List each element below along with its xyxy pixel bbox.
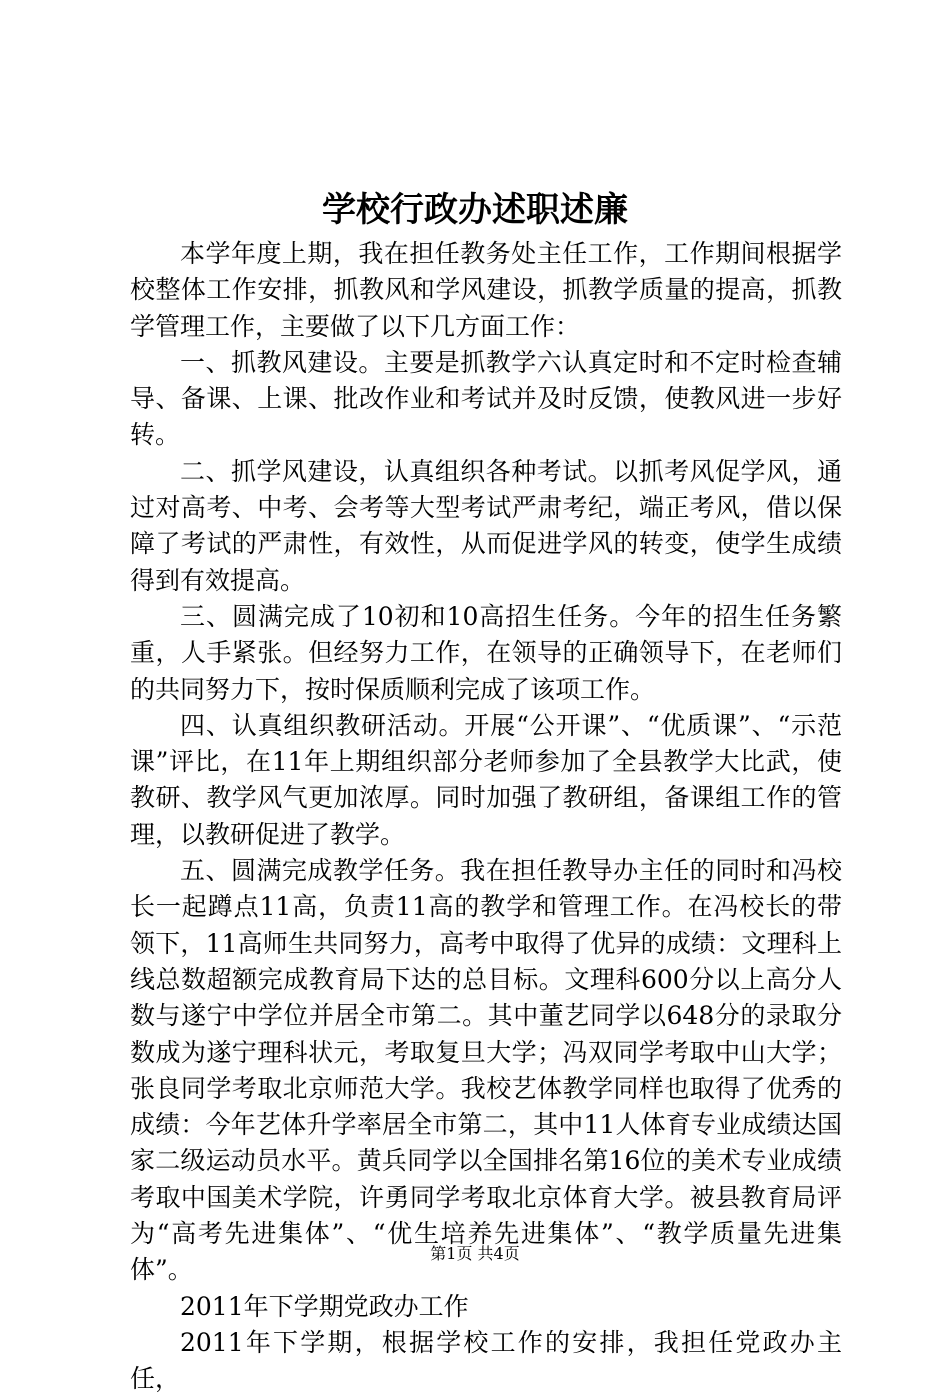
paragraph-teaching-tasks: 五、圆满完成教学任务。我在担任教导办主任的同时和冯校长一起蹲点11高，负责11高的教学和管理工作。在冯校长的带领下，11高师生共同努力，高考中取得了优异的成绩：文理科上线总数超额完成教育局下达的总目标。文理科600分以上高分人数与遂宁中学位并居全市第二。其中董艺同学以648分的录取分数成为遂宁理科状元，考取复旦大学；冯双同学考取中山大学；张良同学考取北京师范大学。我校艺体教学同样也取得了优秀的成绩：今年艺体升学率居全市第二，其中11人体育专业成绩达国家二级运动员水平。黄兵同学以全国排名第16位的美术专业成绩考取中国美术学院，许勇同学考取北京体育大学。被县教育局评为“高考先进集体”、“优生培养先进集体”、“教学质量先进集体”。 — [130, 856, 842, 1285]
page-footer: 第1页 共4页 — [430, 1244, 520, 1263]
document-title: 学校行政办述职述廉 — [322, 190, 628, 230]
paragraph-research: 四、认真组织教研活动。开展“公开课”、“优质课”、“示范课”评比，在11年上期组织部分老师参加了全县教学大比武，使教研、教学风气更加浓厚。同时加强了教研组，备课组工作的管理，以教研促进了教学。 — [130, 710, 842, 849]
paragraph-study-style: 二、抓学风建设，认真组织各种考试。以抓考风促学风，通过对高考、中考、会考等大型考试严肃考纪，端正考风，借以保障了考试的严肃性，有效性，从而促进学风的转变，使学生成绩得到有效提高。 — [130, 456, 842, 595]
paragraph-party-office: 2011年下学期，根据学校工作的安排，我担任党政办主任， — [130, 1327, 842, 1394]
paragraph-teaching-style: 一、抓教风建设。主要是抓教学六认真定时和不定时检查辅导、备课、上课、批改作业和考试并及时反馈，使教风进一步好转。 — [130, 347, 842, 450]
paragraph-enrollment: 三、圆满完成了10初和10高招生任务。今年的招生任务繁重，人手紧张。但经努力工作，在领导的正确领导下，在老师们的共同努力下，按时保质顺利完成了该项工作。 — [130, 601, 842, 704]
paragraph-intro: 本学年度上期，我在担任教务处主任工作，工作期间根据学校整体工作安排，抓教风和学风建设，抓教学质量的提高，抓教学管理工作，主要做了以下几方面工作： — [130, 239, 842, 341]
paragraph-section-heading: 2011年下学期党政办工作 — [180, 1291, 469, 1321]
document-body — [130, 236, 842, 1398]
